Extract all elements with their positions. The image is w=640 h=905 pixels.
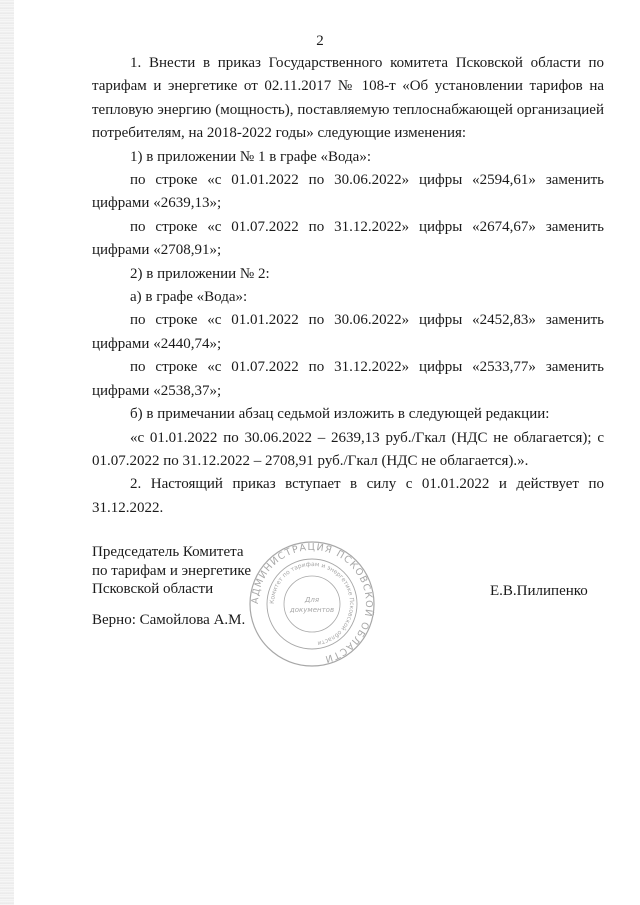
paragraph-10: «с 01.01.2022 по 30.06.2022 – 2639,13 руб./Гкал (НДС не облагается); с 01.07.2022 по 31.12.2022 – 2708,91 руб./Гкал (НДС не облагается).».: [92, 429, 604, 469]
seal-outer-text: АДМИНИСТРАЦИЯ ПСКОВСКОЙ ОБЛАСТИ: [249, 541, 375, 665]
paragraph-4: по строке «с 01.07.2022 по 31.12.2022» цифры «2674,67» заменить цифрами «2708,91»;: [92, 218, 604, 259]
document-body: [92, 52, 604, 520]
certified-copy-note: Верно: Самойлова А.М.: [92, 612, 246, 628]
paragraph-2: 1) в приложении № 1 в графе «Вода»:: [130, 148, 372, 165]
paragraph-6: а) в графе «Вода»:: [130, 289, 248, 306]
signature-title-line-3: Псковской области: [92, 581, 214, 597]
seal-inner-text: Комитет по тарифам и энергетике Псковской области: [268, 560, 356, 647]
signature-title: [92, 543, 251, 599]
paragraph-3: по строке «с 01.01.2022 по 30.06.2022» цифры «2594,61» заменить цифрами «2639,13»;: [92, 172, 604, 212]
paragraph-11: 2. Настоящий приказ вступает в силу с 01.01.2022 и действует по 31.12.2022.: [92, 476, 604, 516]
signature-title-line-1: Председатель Комитета: [92, 544, 244, 560]
paragraph-8: по строке «с 01.07.2022 по 31.12.2022» цифры «2533,77» заменить цифрами «2538,37»;: [92, 359, 604, 399]
signatory-name: Е.В.Пилипенко: [490, 583, 588, 599]
seal-center-line-1: Для: [304, 596, 320, 604]
page-number: 2: [316, 33, 324, 49]
scan-edge-artifact: [0, 0, 14, 905]
paragraph-5: 2) в приложении № 2:: [130, 265, 270, 282]
seal-center-line-2: документов: [289, 606, 335, 614]
signature-title-line-2: по тарифам и энергетике: [92, 562, 251, 579]
paragraph-1: 1. Внести в приказ Государственного комитета Псковской области по тарифам и энергетике от 02.11.2017 № 108-т «Об установлении тарифов на тепловую энергию (мощность), поставляемую теплоснабжающей организацией потребителям, на 2018-2022 годы» следующие изменения:: [92, 55, 604, 142]
paragraph-7: по строке «с 01.01.2022 по 30.06.2022» цифры «2452,83» заменить цифрами «2440,74»;: [92, 312, 604, 352]
paragraph-9: б) в примечании абзац седьмой изложить в следующей редакции:: [130, 406, 550, 423]
official-seal-stamp: [248, 540, 376, 668]
